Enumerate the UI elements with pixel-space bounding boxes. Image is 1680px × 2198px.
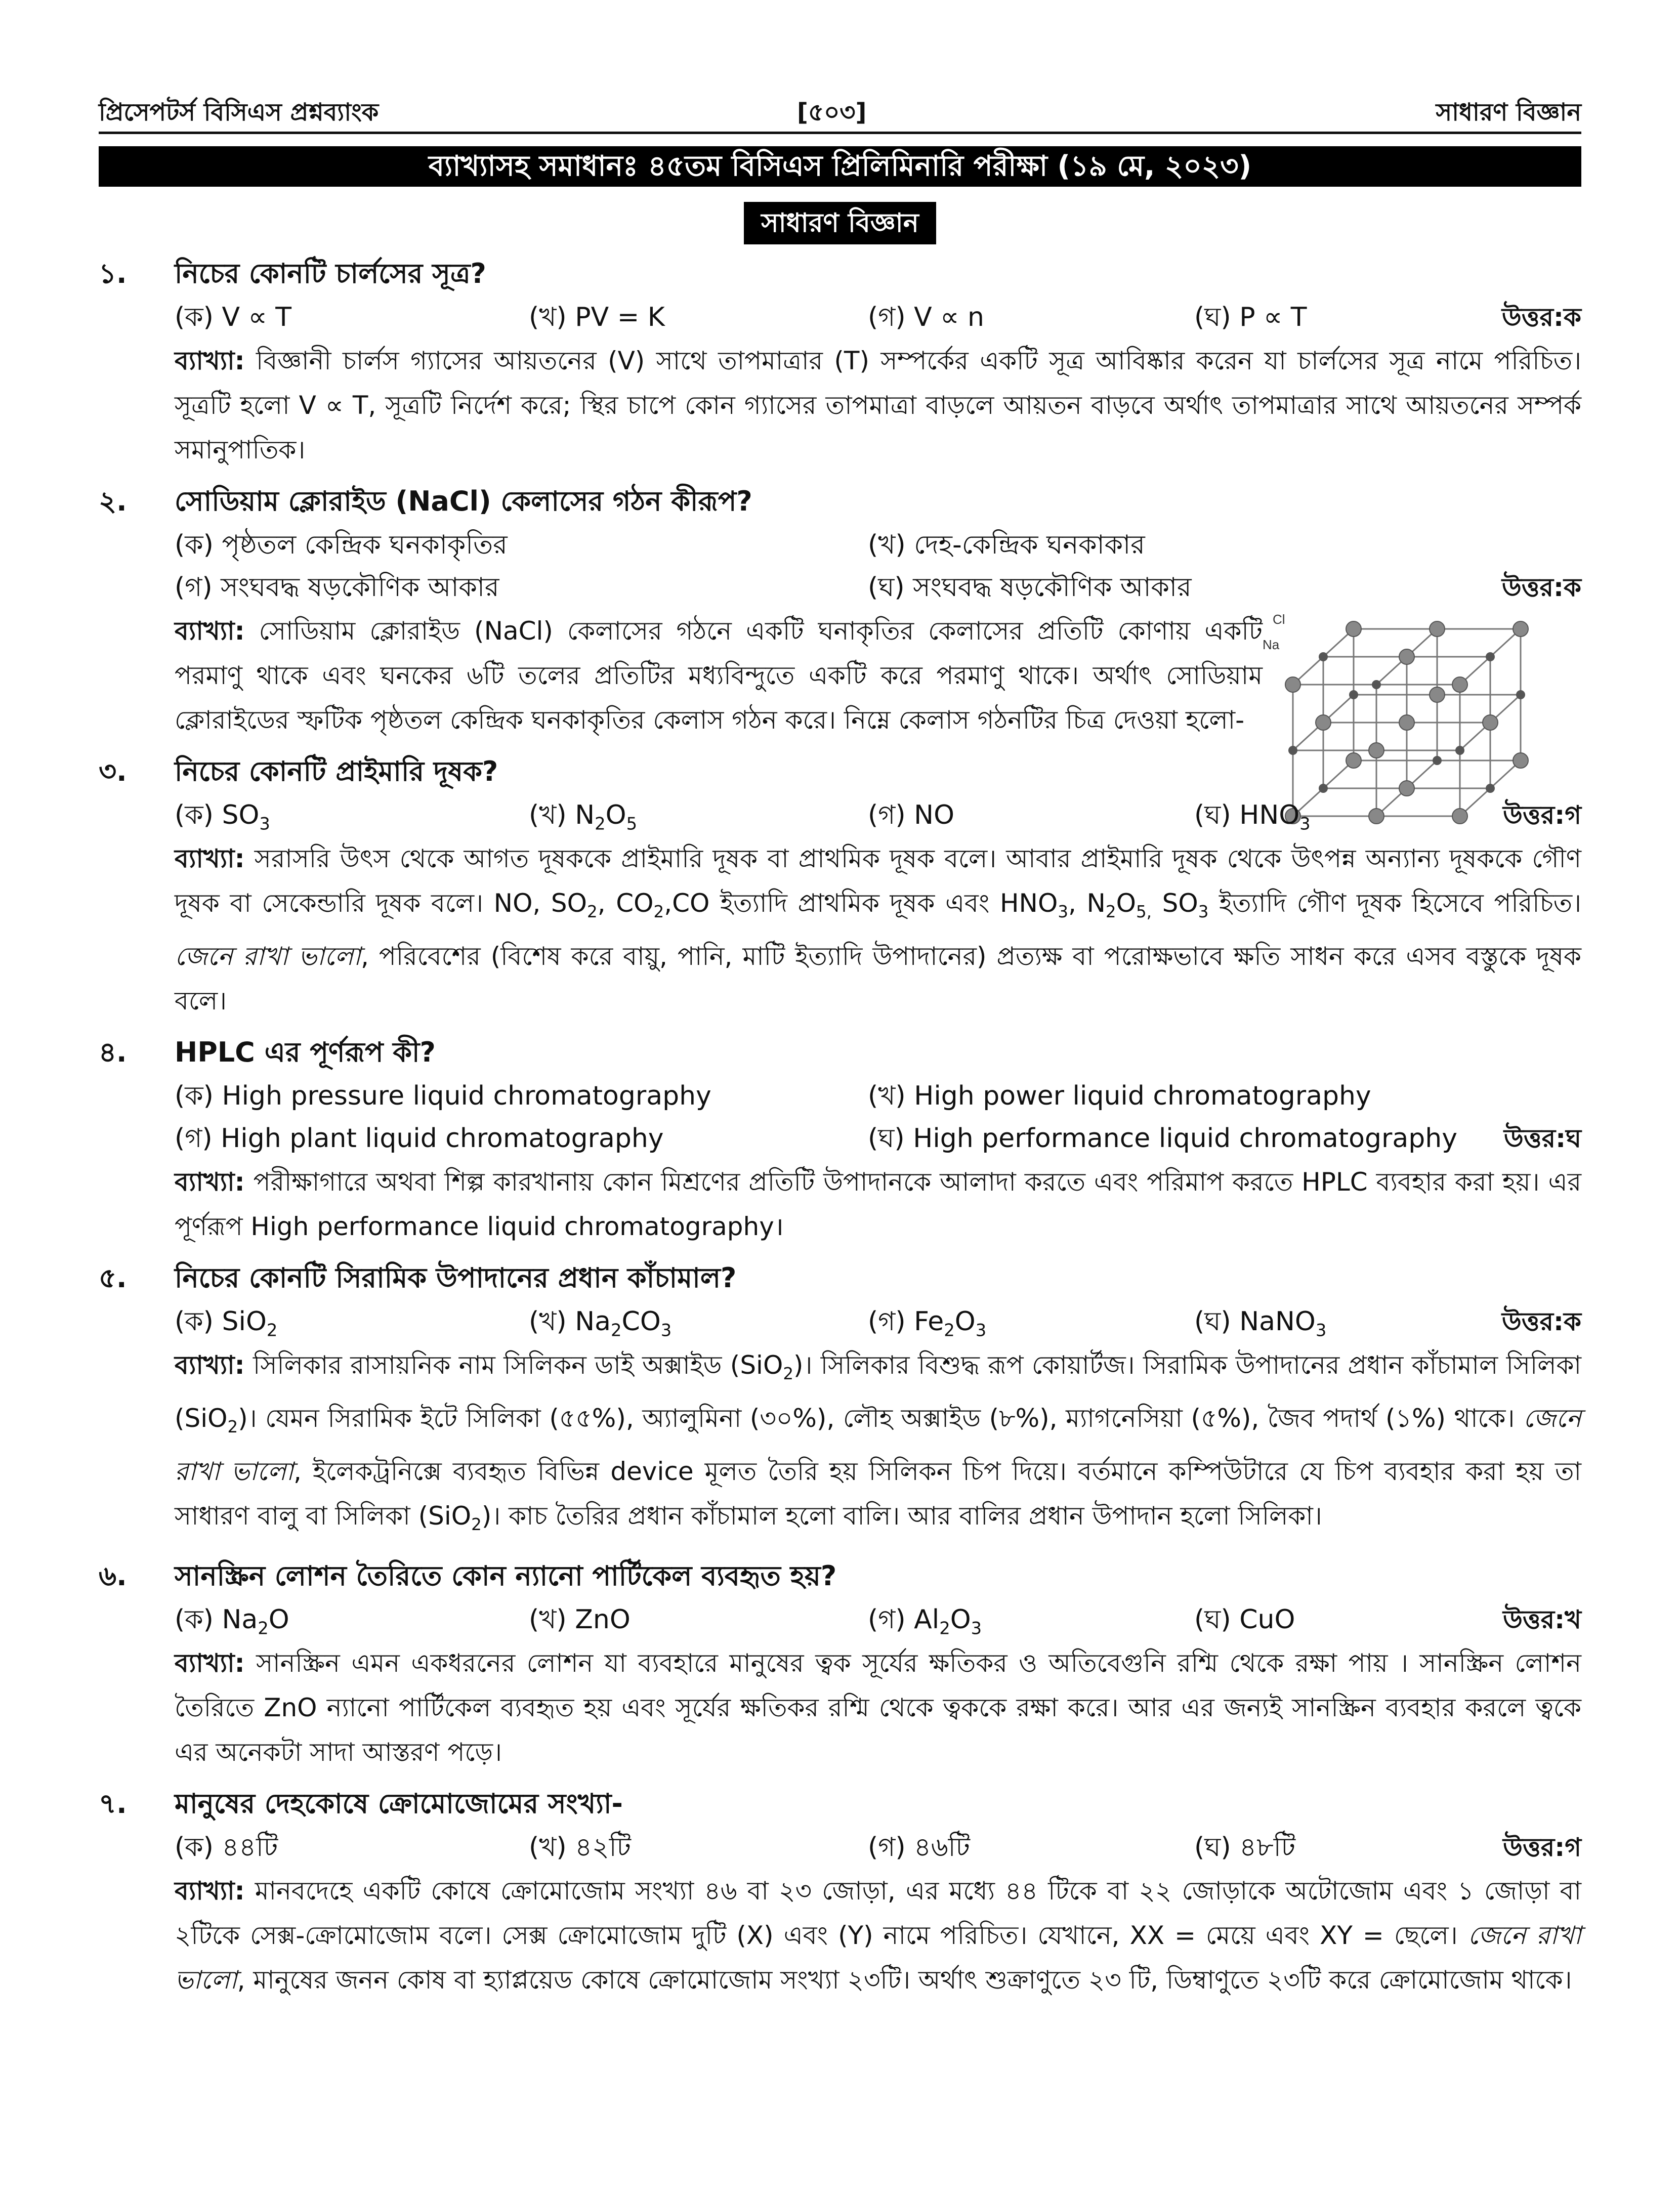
question-4 bbox=[99, 1030, 1581, 1249]
explanation: ব্যাখ্যা: সিলিকার রাসায়নিক নাম সিলিকন ডাই অক্সাইড (SiO$_2$)। সিলিকার বিশুদ্ধ রূপ কোয়ার্টজ। সিরামিক উপাদানের প্রধান কাঁচামাল সিলিকা (SiO$_2$)। যেমন সিরামিক ইটে সিলিকা (৫৫%), অ্যালুমিনা (৩০%), লৌহ অক্সাইড (৮%), ম্যাগনেসিয়া (৫%), জৈব পদার্থ (১%) থাকে। জেনে রাখা ভালো, ইলেকট্রনিক্সে ব্যবহৃত বিভিন্ন device মূলত তৈরি হয় সিলিকন চিপ দিয়ে। বর্তমানে কম্পিউটারে যে চিপ ব্যবহার করা হয় তা সাধারণ বালু বা সিলিকা (SiO$_2$)। কাচ তৈরির প্রধান কাঁচামাল হলো বালি। আর বালির প্রধান উপাদান হলো সিলিকা। bbox=[175, 1350, 1581, 1534]
page-header bbox=[99, 86, 1581, 134]
subscript: 2 bbox=[258, 1618, 269, 1638]
subscript: 5, bbox=[1136, 902, 1152, 921]
explanation-text: সিলিকার রাসায়নিক নাম সিলিকন ডাই অক্সাইড (SiO bbox=[253, 1350, 783, 1380]
option-ka: (ক) ৪৪টি bbox=[175, 1832, 278, 1863]
explanation-text: বিজ্ঞানী চার্লস গ্যাসের আয়তনের (V) সাথে তাপমাত্রার (T) সম্পর্কের একটি সূত্র আবিষ্কার করেন যা চার্লসের সূত্র নামে পরিচিত। সূত্রটি হলো V ∝ T, সূত্রটি নির্দেশ করে; স্থির চাপে কোন গ্যাসের তাপমাত্রা বাড়লে আয়তন বাড়বে অর্থাৎ তাপমাত্রার সাথে আয়তনের সম্পর্ক সমানুপাতিক। bbox=[175, 346, 1581, 464]
subscript: 5 bbox=[626, 814, 638, 834]
explanation-text: মানবদেহে একটি কোষে ক্রোমোজোম সংখ্যা ৪৬ বা ২৩ জোড়া, এর মধ্যে ৪৪ টিকে বা ২২ জোড়াকে অটোজোম এবং ১ জোড়া বা ২টিকে সেক্স-ক্রোমোজোম বলে। সেক্স ক্রোমোজোম দুটি (X) এবং (Y) নামে পরিচিত। যেখানে, XX = মেয়ে এবং XY = ছেলে। bbox=[175, 1876, 1581, 1950]
option-kha bbox=[529, 1300, 671, 1351]
explanation-text: পরীক্ষাগারে অথবা শিল্প কারখানায় কোন মিশ্রণের প্রতিটি উপাদানকে আলাদা করতে এবং পরিমাপ করতে HPLC ব্যবহার করা হয়। এর পূর্ণরূপ High performance liquid chromatography। bbox=[175, 1167, 1581, 1241]
na-label: Na bbox=[1263, 637, 1280, 652]
options-row bbox=[175, 566, 1581, 609]
fyi-label: জেনে রাখা ভালো bbox=[175, 942, 361, 971]
explanation-with-figure bbox=[99, 609, 1581, 742]
option-kha bbox=[529, 794, 637, 845]
explanation-label: ব্যাখ্যা: bbox=[175, 616, 245, 646]
option-text: O bbox=[950, 1604, 971, 1635]
option-gha: (ঘ) ৪৮টি bbox=[1194, 1832, 1295, 1863]
explanation-text: ইলেকট্রনিক্সে ব্যবহৃত বিভিন্ন device মূলত তৈরি হয় সিলিকন চিপ দিয়ে। বর্তমানে কম্পিউটারে যে চিপ ব্যবহার করা হয় তা সাধারণ বালু বা সিলিকা (SiO bbox=[175, 1457, 1581, 1531]
explanation-text: , CO bbox=[597, 889, 654, 918]
answer: উত্তর:ক bbox=[1501, 303, 1581, 332]
option-ga bbox=[868, 1300, 986, 1351]
subscript: 3 bbox=[1198, 902, 1209, 921]
question-number: ৬. bbox=[99, 1560, 127, 1592]
option-ga: (গ) High plant liquid chromatography bbox=[175, 1123, 664, 1154]
explanation bbox=[175, 339, 1581, 472]
question-number: ৭. bbox=[99, 1788, 127, 1820]
answer: উত্তর:খ bbox=[1502, 1605, 1581, 1634]
explanation-text: , N bbox=[1068, 889, 1106, 918]
option-ka bbox=[175, 1300, 277, 1351]
question-number: ১. bbox=[99, 258, 127, 289]
explanation-text: সরাসরি উৎস থেকে আগত দূষককে প্রাইমারি দূষক বা প্রাথমিক দূষক বলে। আবার প্রাইমারি দূষক থেকে উৎপন্ন অন্যান্য দূষককে গৌণ দূষক বা সেকেন্ডারি দূষক বলে। NO, SO bbox=[175, 844, 1581, 918]
question-head bbox=[99, 1030, 1581, 1075]
answer: উত্তর:ঘ bbox=[1503, 1124, 1581, 1153]
option-gha: (ঘ) সংঘবদ্ধ ষড়কৌণিক আকার bbox=[868, 572, 1192, 603]
option-text: O bbox=[605, 800, 626, 830]
explanation-label: ব্যাখ্যা: bbox=[175, 1876, 245, 1906]
question-text: সানস্ক্রিন লোশন তৈরিতে কোন ন্যানো পার্টিকেল ব্যবহৃত হয়? bbox=[175, 1560, 837, 1592]
option-text: (ক) SO bbox=[175, 800, 260, 830]
explanation-text: SO bbox=[1162, 889, 1198, 918]
options-row bbox=[175, 794, 1581, 836]
question-head bbox=[99, 1256, 1581, 1300]
question-text: সোডিয়াম ক্লোরাইড (NaCl) কেলাসের গঠন কীরূপ? bbox=[175, 485, 752, 517]
option-ga: (গ) V ∝ n bbox=[868, 302, 984, 332]
question-number: ৩. bbox=[99, 755, 127, 787]
explanation-text: O bbox=[1116, 889, 1136, 918]
subscript: 2 bbox=[653, 902, 664, 921]
explanation bbox=[175, 609, 1263, 742]
option-ka: (ক) পৃষ্ঠতল কেন্দ্রিক ঘনকাকৃতির bbox=[175, 530, 508, 560]
option-text: (ঘ) NaNO bbox=[1194, 1306, 1316, 1337]
subscript: 2 bbox=[611, 1320, 622, 1340]
option-text: (ক) SiO bbox=[175, 1306, 267, 1337]
explanation: ব্যাখ্যা: সরাসরি উৎস থেকে আগত দূষককে প্রাইমারি দূষক বা প্রাথমিক দূষক বলে। আবার প্রাইমারি দূষক থেকে উৎপন্ন অন্যান্য দূষককে গৌণ দূষক বা সেকেন্ডারি দূষক বলে। NO, $SO_2$, $CO_2,CO$ ইত্যাদি প্রাথমিক দূষক এবং $HNO_3$, $N_2O_{5,}$ $SO_3$ ইত্যাদি গৌণ দূষক হিসেবে পরিচিত। জেনে রাখা ভালো, পরিবেশের (বিশেষ করে বায়ু, পানি, মাটি ইত্যাদি উপাদানের) প্রত্যক্ষ বা পরোক্ষভাবে ক্ষতি সাধন করে এসব বস্তুকে দূষক বলে। bbox=[175, 844, 1581, 1016]
explanation-text: , bbox=[664, 889, 673, 918]
subscript: 3 bbox=[660, 1320, 672, 1340]
question-number: ৪. bbox=[99, 1036, 127, 1068]
subscript: 2 bbox=[266, 1320, 278, 1340]
option-text: (খ) N bbox=[529, 800, 595, 830]
option-text: (গ) Al bbox=[868, 1604, 940, 1635]
question-head bbox=[99, 749, 1581, 794]
subscript: 2 bbox=[944, 1320, 955, 1340]
option-text: O bbox=[268, 1604, 289, 1635]
explanation-text: সানস্ক্রিন এমন একধরনের লোশন যা ব্যবহারে মানুষের ত্বক সূর্যের ক্ষতিকর ও অতিবেগুনি রশ্মি থেকে রক্ষা পায় । সানস্ক্রিন লোশন তৈরিতে ZnO ন্যানো পার্টিকেল ব্যবহৃত হয় এবং সূর্যের ক্ষতিকর রশ্মি থেকে ত্বককে রক্ষা করে। আর এর জন্যই সানস্ক্রিন ব্যবহার করলে ত্বকে এর অনেকটা সাদা আস্তরণ পড়ে। bbox=[175, 1648, 1581, 1767]
subscript: 2 bbox=[595, 814, 606, 834]
explanation-label: ব্যাখ্যা: bbox=[175, 844, 245, 873]
subscript: 2 bbox=[227, 1417, 238, 1436]
question-head bbox=[99, 1782, 1581, 1826]
explanation-label: ব্যাখ্যা: bbox=[175, 1648, 245, 1678]
subscript: 3 bbox=[259, 814, 270, 834]
subject-heading-wrap bbox=[99, 202, 1581, 244]
fyi-label: জেনে রাখা ভালো bbox=[175, 1404, 1581, 1486]
explanation-label: ব্যাখ্যা: bbox=[175, 346, 245, 375]
explanation-text: )। সিলিকার বিশুদ্ধ রূপ কোয়ার্টজ। সিরামিক উপাদানের প্রধান কাঁচামাল সিলিকা (SiO bbox=[175, 1350, 1581, 1433]
section-title: সাধারণ বিজ্ঞান bbox=[1436, 98, 1581, 126]
option-ka bbox=[175, 794, 270, 845]
options-row bbox=[175, 1300, 1581, 1343]
subscript: 2 bbox=[1105, 902, 1116, 921]
question-5 bbox=[99, 1256, 1581, 1547]
option-ka bbox=[175, 1598, 289, 1650]
subscript: 2 bbox=[587, 902, 598, 921]
question-1 bbox=[99, 251, 1581, 472]
subscript: 3 bbox=[1315, 1320, 1327, 1340]
question-text: নিচের কোনটি চার্লসের সূত্র? bbox=[175, 258, 486, 289]
explanation-text: CO bbox=[672, 889, 710, 918]
explanation-text: ইত্যাদি প্রাথমিক দূষক এবং HNO bbox=[720, 889, 1058, 918]
explanation-text: মানুষের জনন কোষ বা হ্যাপ্লয়েড কোষে ক্রোমোজোম সংখ্যা ২৩টি। অর্থাৎ শুক্রাণুতে ২৩ টি, ডিম্বাণুতে ২৩টি করে ক্রোমোজোম থাকে। bbox=[253, 1965, 1572, 1995]
option-text: (খ) Na bbox=[529, 1306, 611, 1337]
page-number: [৫০৩] bbox=[797, 98, 867, 126]
answer: উত্তর:গ bbox=[1503, 1833, 1581, 1862]
option-kha: (খ) ZnO bbox=[529, 1604, 631, 1635]
subscript: 2 bbox=[471, 1515, 482, 1534]
options-row bbox=[175, 296, 1581, 339]
options-row bbox=[175, 1117, 1581, 1160]
subscript: 3 bbox=[971, 1618, 982, 1638]
subject-heading: সাধারণ বিজ্ঞান bbox=[744, 202, 936, 244]
book-title: প্রিসেপটর্স বিসিএস প্রশ্নব্যাংক bbox=[99, 98, 379, 126]
option-text: (ঘ) HNO bbox=[1194, 800, 1300, 830]
question-7 bbox=[99, 1782, 1581, 2002]
question-head bbox=[99, 1554, 1581, 1598]
subscript: 3 bbox=[1058, 902, 1069, 921]
explanation: ব্যাখ্যা: মানবদেহে একটি কোষে ক্রোমোজোম সংখ্যা ৪৬ বা ২৩ জোড়া, এর মধ্যে ৪৪ টিকে বা ২২ জোড়াকে অটোজোম এবং ১ জোড়া বা ২টিকে সেক্স-ক্রোমোজোম বলে। সেক্স ক্রোমোজোম দুটি (X) এবং (Y) নামে পরিচিত। যেখানে, XX = মেয়ে এবং XY = ছেলে। জেনে রাখা ভালো, মানুষের জনন কোষ বা হ্যাপ্লয়েড কোষে ক্রোমোজোম সংখ্যা ২৩টি। অর্থাৎ শুক্রাণুতে ২৩ টি, ডিম্বাণুতে ২৩টি করে ক্রোমোজোম থাকে। bbox=[175, 1876, 1581, 1995]
option-ka: (ক) High pressure liquid chromatography bbox=[175, 1081, 711, 1111]
question-text: নিচের কোনটি প্রাইমারি দূষক? bbox=[175, 755, 498, 787]
option-ga: (গ) NO bbox=[868, 800, 955, 830]
explanation-text: )। কাচ তৈরির প্রধান কাঁচামাল হলো বালি। আর বালির প্রধান উপাদান হলো সিলিকা। bbox=[481, 1501, 1322, 1531]
option-ga: (গ) ৪৬টি bbox=[868, 1832, 970, 1863]
option-gha: (ঘ) CuO bbox=[1194, 1604, 1295, 1635]
subscript: 3 bbox=[1299, 814, 1311, 834]
explanation-text: পরিবেশের (বিশেষ করে বায়ু, পানি, মাটি ইত্যাদি উপাদানের) প্রত্যক্ষ বা পরোক্ষভাবে ক্ষতি সাধন করে এসব বস্তুকে দূষক বলে। bbox=[175, 942, 1581, 1016]
option-ka: (ক) V ∝ T bbox=[175, 302, 292, 332]
option-kha: (খ) ৪২টি bbox=[529, 1832, 632, 1863]
option-gha bbox=[1194, 794, 1311, 845]
question-text: মানুষের দেহকোষে ক্রোমোজোমের সংখ্যা- bbox=[175, 1788, 623, 1820]
exam-banner: ব্যাখ্যাসহ সমাধানঃ ৪৫তম বিসিএস প্রিলিমিনারি পরীক্ষা (১৯ মে, ২০২৩) bbox=[99, 146, 1581, 187]
options-row bbox=[175, 1075, 1581, 1117]
subscript: 3 bbox=[975, 1320, 987, 1340]
answer: উত্তর:ক bbox=[1501, 573, 1581, 602]
options-row bbox=[175, 524, 1581, 566]
cl-label: Cl bbox=[1273, 612, 1285, 627]
answer: উত্তর:ক bbox=[1501, 1307, 1581, 1336]
fyi-label: জেনে রাখা ভালো bbox=[175, 1921, 1581, 1995]
question-text: নিচের কোনটি সিরামিক উপাদানের প্রধান কাঁচামাল? bbox=[175, 1262, 737, 1294]
options-row bbox=[175, 1826, 1581, 1869]
option-ga: (গ) সংঘবদ্ধ ষড়কৌণিক আকার bbox=[175, 572, 499, 603]
explanation-text: সোডিয়াম ক্লোরাইড (NaCl) কেলাসের গঠনে একটি ঘনাকৃতির কেলাসের প্রতিটি কোণায় একটি পরমাণু থাকে এবং ঘনকের ৬টি তলের প্রতিটির মধ্যবিন্দুতে একটি করে পরমাণু থাকে। অর্থাৎ সোডিয়াম ক্লোরাইডের স্ফটিক পৃষ্ঠতল কেন্দ্রিক ঘনকাকৃতির কেলাস গঠন করে। নিম্নে কেলাস গঠনটির চিত্র দেওয়া হলো- bbox=[175, 616, 1263, 735]
answer: উত্তর:গ bbox=[1503, 800, 1581, 830]
option-kha: (খ) দেহ-কেন্দ্রিক ঘনকাকার bbox=[868, 530, 1145, 560]
option-text: (ক) Na bbox=[175, 1604, 258, 1635]
page bbox=[99, 86, 1581, 2002]
question-6 bbox=[99, 1554, 1581, 1774]
options-row bbox=[175, 1598, 1581, 1641]
explanation-label: ব্যাখ্যা: bbox=[175, 1167, 245, 1197]
question-number: ২. bbox=[99, 485, 127, 517]
question-head bbox=[99, 479, 1581, 524]
option-kha: (খ) PV = K bbox=[529, 302, 665, 332]
question-2 bbox=[99, 479, 1581, 742]
question-number: ৫. bbox=[99, 1262, 127, 1294]
option-gha bbox=[1194, 1300, 1326, 1351]
explanation-label: ব্যাখ্যা: bbox=[175, 1350, 245, 1380]
explanation bbox=[175, 1160, 1581, 1249]
explanation bbox=[175, 1641, 1581, 1774]
option-text: (গ) Fe bbox=[868, 1306, 944, 1337]
option-gha: (ঘ) High performance liquid chromatography bbox=[868, 1123, 1457, 1154]
option-ga bbox=[868, 1598, 982, 1650]
option-kha: (খ) High power liquid chromatography bbox=[868, 1081, 1371, 1111]
option-text: O bbox=[954, 1306, 976, 1337]
subscript: 2 bbox=[783, 1364, 793, 1383]
option-text: CO bbox=[621, 1306, 661, 1337]
explanation-text: ইত্যাদি গৌণ দূষক হিসেবে পরিচিত। bbox=[1219, 889, 1581, 918]
question-3 bbox=[99, 749, 1581, 1023]
question-text: HPLC এর পূর্ণরূপ কী? bbox=[175, 1036, 436, 1068]
explanation-text: )। যেমন সিরামিক ইটে সিলিকা (৫৫%), অ্যালুমিনা (৩০%), লৌহ অক্সাইড (৮%), ম্যাগনেসিয়া (৫%), জৈব পদার্থ (১%) থাকে। bbox=[238, 1404, 1515, 1433]
question-head bbox=[99, 251, 1581, 296]
option-gha: (ঘ) P ∝ T bbox=[1194, 302, 1307, 332]
subscript: 2 bbox=[939, 1618, 950, 1638]
